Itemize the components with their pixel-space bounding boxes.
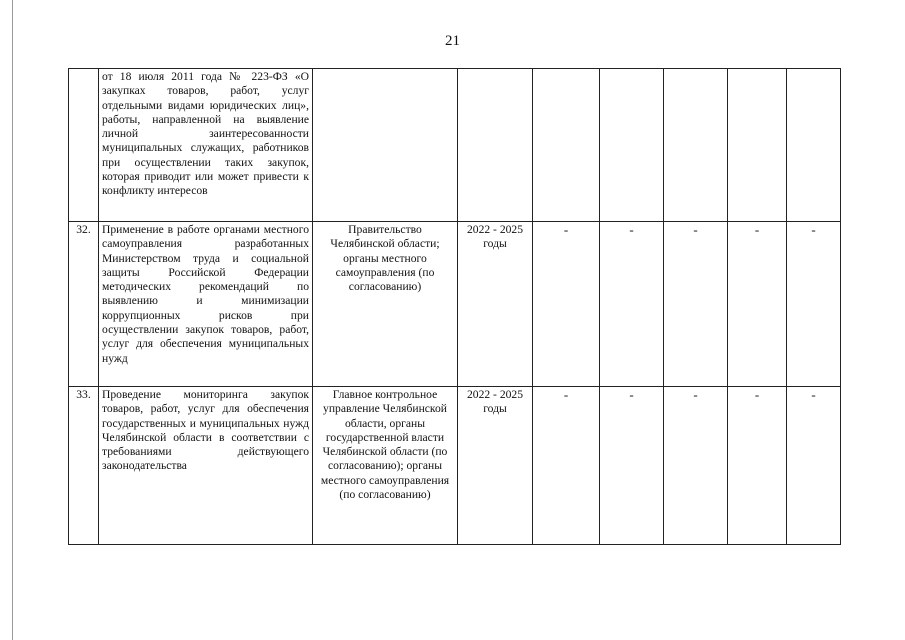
row-description: Проведение мониторинга закупок товаров, работ, услуг для обеспечения государственных и муниципальных нужд Челябинской области в соответствии с требованиями действующего законодательства bbox=[99, 387, 313, 545]
row-executor: Главное контрольное управление Челябинской области, органы государственной власти Челябинской области (по согласованию); органы местного самоуправления (по согласованию) bbox=[313, 387, 458, 545]
row-executor bbox=[313, 69, 458, 222]
row-number: 32. bbox=[69, 222, 99, 387]
row-value-4 bbox=[728, 69, 787, 222]
row-number: 33. bbox=[69, 387, 99, 545]
row-value-4: - bbox=[728, 222, 787, 387]
row-value-2 bbox=[600, 69, 664, 222]
row-term: 2022 - 2025 годы bbox=[458, 387, 533, 545]
row-value-3: - bbox=[664, 222, 728, 387]
row-description: от 18 июля 2011 года № 223-ФЗ «О закупках товаров, работ, услуг отдельными видами юридических лиц», работы, направленной на выявление личной заинтересованности муниципальных служащих, работников при осуществлении таких закупок, которая приводит или может привести к конфликту интересов bbox=[99, 69, 313, 222]
row-number bbox=[69, 69, 99, 222]
row-term bbox=[458, 69, 533, 222]
row-description: Применение в работе органами местного самоуправления разработанных Министерством труда и социальной защиты Российской Федерации методических рекомендаций по выявлению и минимизации коррупционных рисков при осуществлении закупок товаров, работ, услуг для обеспечения муниципальных нужд bbox=[99, 222, 313, 387]
table-row bbox=[69, 69, 841, 222]
page-number: 21 bbox=[445, 33, 460, 49]
row-value-2: - bbox=[600, 222, 664, 387]
row-value-2: - bbox=[600, 387, 664, 545]
row-executor: Правительство Челябинской области; органы местного самоуправления (по согласованию) bbox=[313, 222, 458, 387]
page-edge-line bbox=[12, 0, 13, 640]
row-value-1 bbox=[533, 69, 600, 222]
measures-table bbox=[68, 68, 841, 545]
table-row bbox=[69, 387, 841, 545]
row-value-5: - bbox=[787, 387, 841, 545]
row-value-5 bbox=[787, 69, 841, 222]
row-value-3: - bbox=[664, 387, 728, 545]
row-value-5: - bbox=[787, 222, 841, 387]
table-row bbox=[69, 222, 841, 387]
row-value-3 bbox=[664, 69, 728, 222]
row-term: 2022 - 2025 годы bbox=[458, 222, 533, 387]
row-value-4: - bbox=[728, 387, 787, 545]
row-value-1: - bbox=[533, 222, 600, 387]
row-value-1: - bbox=[533, 387, 600, 545]
